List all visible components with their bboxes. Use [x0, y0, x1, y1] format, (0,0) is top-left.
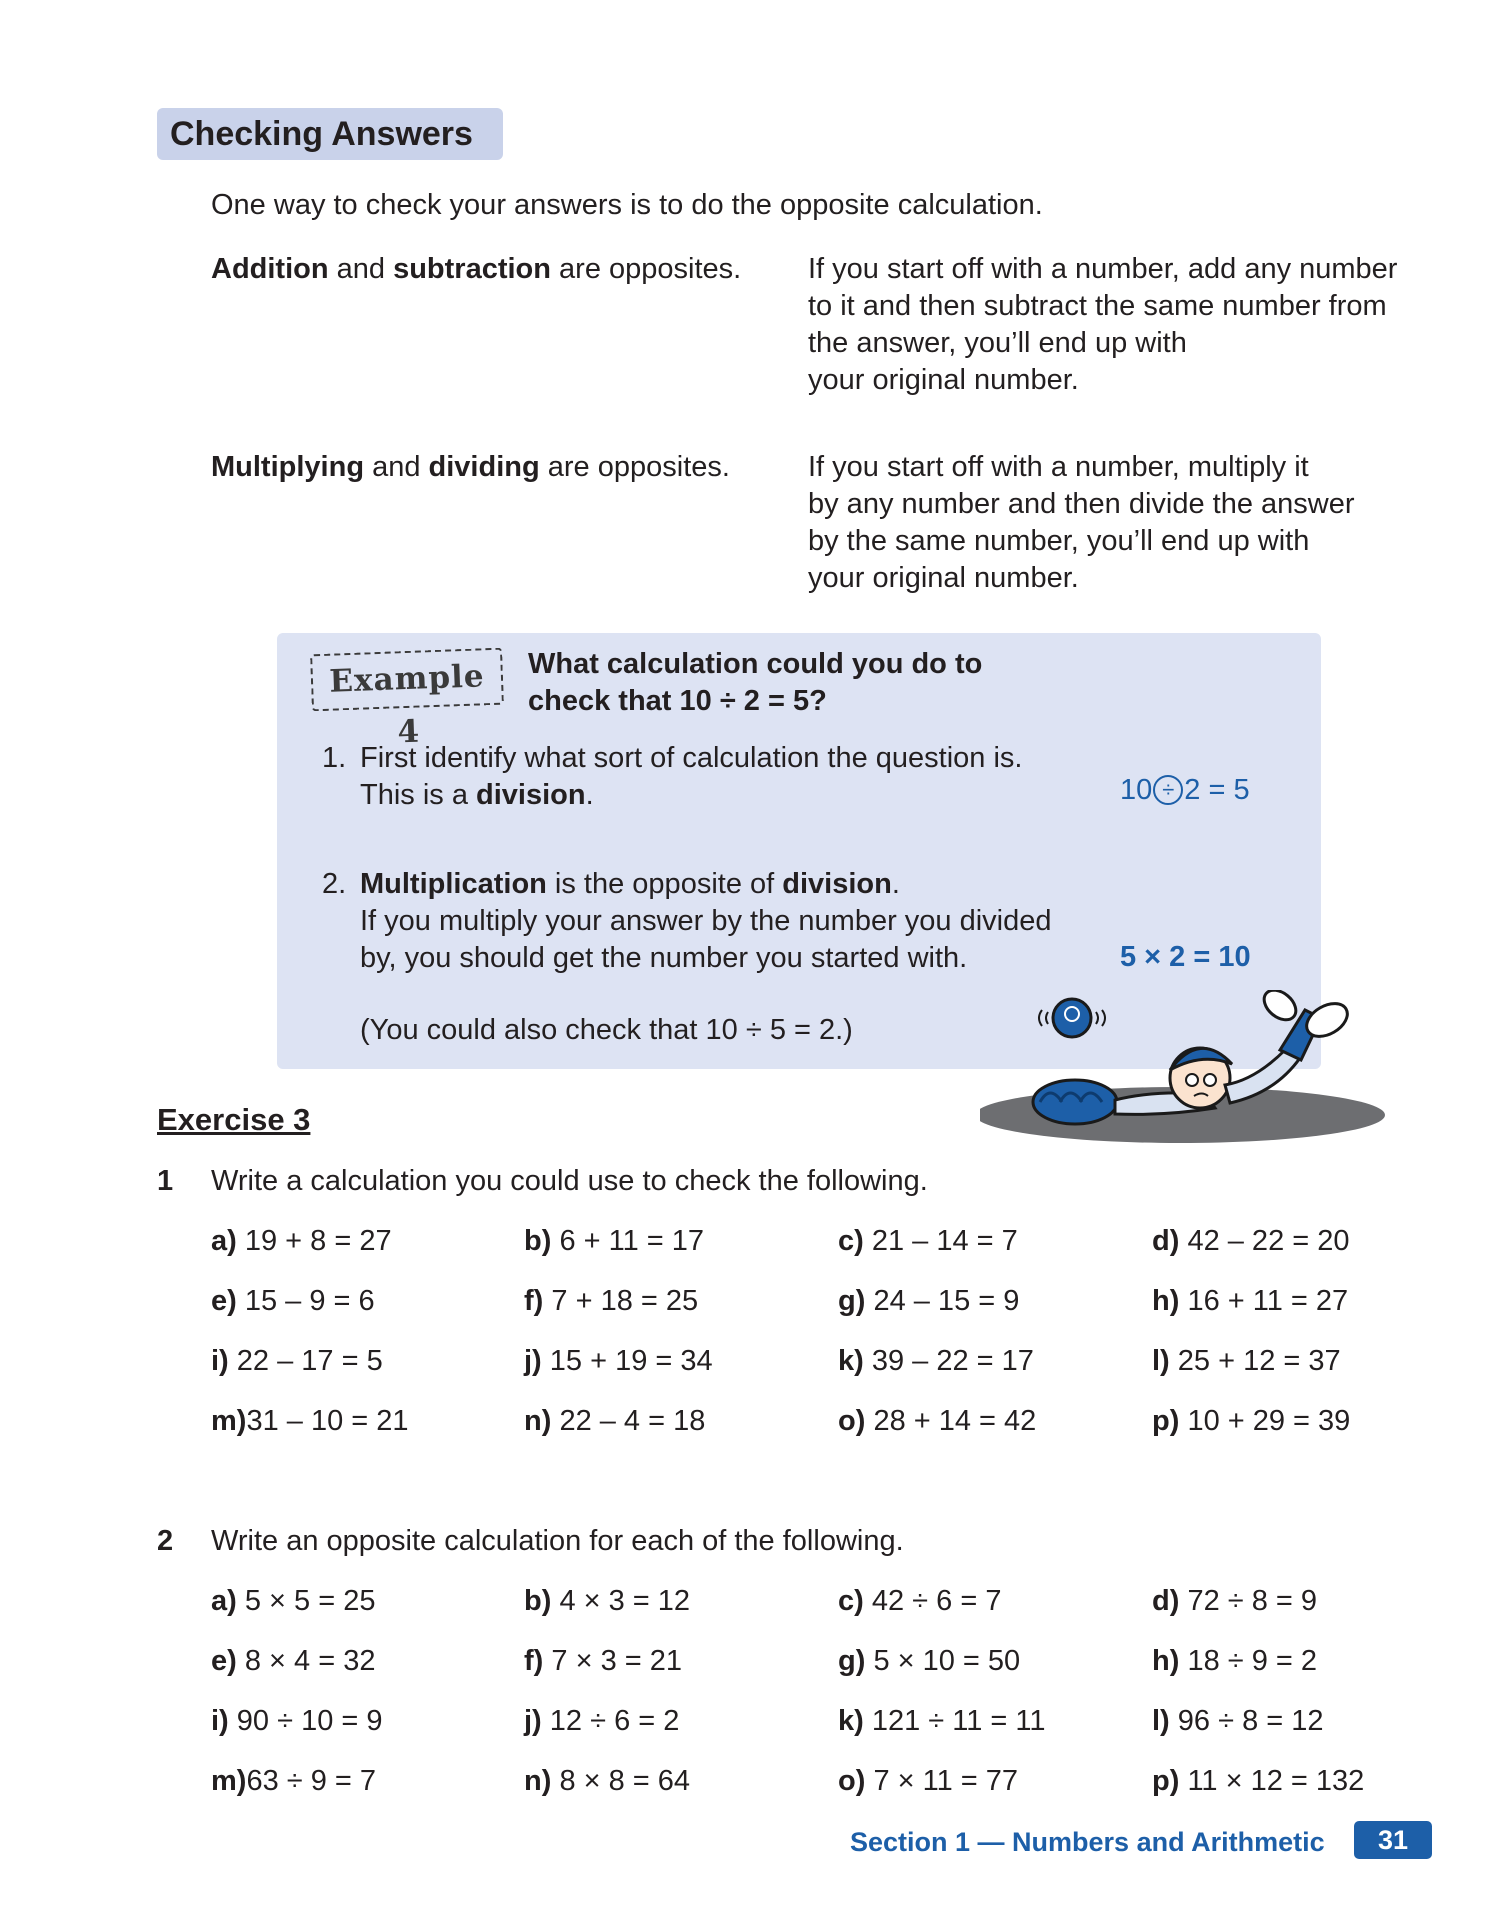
item-expression: 42 – 22 = 20: [1187, 1225, 1350, 1257]
item-expression: 31 – 10 = 21: [246, 1405, 409, 1437]
explanation-line: to it and then subtract the same number from: [808, 290, 1387, 322]
step-1-line: [360, 777, 1022, 814]
q2-item-i: [211, 1703, 383, 1740]
q2-item-n: [524, 1763, 690, 1800]
q2-item-o: [838, 1763, 1018, 1800]
q2-item-d: [1152, 1583, 1317, 1620]
item-label: e): [211, 1645, 237, 1677]
are-opposites-text: are opposites.: [550, 253, 742, 285]
division-word: division: [782, 868, 892, 900]
q1-item-l: [1152, 1343, 1341, 1380]
example-stamp: Example 4: [310, 648, 504, 712]
q1-item-j: [524, 1343, 713, 1380]
item-label: b): [524, 1585, 552, 1617]
addition-word: Addition: [211, 253, 329, 285]
item-label: h): [1152, 1645, 1180, 1677]
q2-item-e: [211, 1643, 375, 1680]
item-expression: 7 + 18 = 25: [551, 1285, 699, 1317]
example-question: [528, 646, 982, 720]
item-expression: 22 – 4 = 18: [559, 1405, 706, 1437]
step-2-mid: is the opposite of: [546, 868, 783, 900]
q2-item-f: [524, 1643, 682, 1680]
opposites-addition-label: [211, 251, 741, 288]
item-label: g): [838, 1645, 866, 1677]
q2-item-g: [838, 1643, 1020, 1680]
item-expression: 25 + 12 = 37: [1177, 1345, 1341, 1377]
question-2-number: 2: [157, 1525, 174, 1557]
item-label: l): [1152, 1345, 1170, 1377]
item-label: m): [211, 1765, 247, 1797]
item-label: a): [211, 1585, 237, 1617]
q1-item-n: [524, 1403, 705, 1440]
item-label: i): [211, 1345, 229, 1377]
item-expression: 16 + 11 = 27: [1187, 1285, 1349, 1317]
q2-item-l: [1152, 1703, 1324, 1740]
page-number-badge: 31: [1354, 1821, 1432, 1859]
q1-item-e: [211, 1283, 375, 1320]
item-expression: 15 + 19 = 34: [549, 1345, 713, 1377]
explanation-line: your original number.: [808, 364, 1079, 396]
question-1-number: 1: [157, 1165, 174, 1197]
step-2-end: .: [891, 868, 900, 900]
item-label: n): [524, 1405, 552, 1437]
step-1-side-calculation: [1120, 772, 1250, 809]
q1-item-m: [211, 1403, 409, 1440]
item-expression: 7 × 3 = 21: [551, 1645, 683, 1677]
q1-item-b: [524, 1223, 704, 1260]
example-note: (You could also check that 10 ÷ 5 = 2.): [360, 1014, 853, 1046]
item-expression: 90 ÷ 10 = 9: [236, 1705, 383, 1737]
q1-item-h: [1152, 1283, 1348, 1320]
example-question-line: check that 10 ÷ 2 = 5?: [528, 685, 827, 717]
step-2-line: by, you should get the number you started with.: [360, 942, 968, 974]
item-expression: 4 × 3 = 12: [559, 1585, 691, 1617]
item-label: j): [524, 1705, 542, 1737]
step-1-text: [360, 740, 1022, 814]
example-question-line: What calculation could you do to: [528, 648, 983, 680]
explanation-line: If you start off with a number, add any number: [808, 253, 1398, 285]
item-expression: 8 × 8 = 64: [559, 1765, 691, 1797]
q1-item-i: [211, 1343, 383, 1380]
cartoon-illustration: [980, 990, 1400, 1160]
item-expression: 96 ÷ 8 = 12: [1177, 1705, 1324, 1737]
item-label: m): [211, 1405, 247, 1437]
item-label: o): [838, 1405, 866, 1437]
item-expression: 22 – 17 = 5: [236, 1345, 383, 1377]
item-expression: 5 × 10 = 50: [873, 1645, 1021, 1677]
q1-item-f: [524, 1283, 698, 1320]
q2-item-h: [1152, 1643, 1317, 1680]
q1-item-k: [838, 1343, 1034, 1380]
item-label: g): [838, 1285, 866, 1317]
item-expression: 121 ÷ 11 = 11: [871, 1705, 1046, 1737]
item-expression: 7 × 11 = 77: [873, 1765, 1019, 1797]
item-label: c): [838, 1585, 864, 1617]
item-label: d): [1152, 1585, 1180, 1617]
item-expression: 39 – 22 = 17: [871, 1345, 1034, 1377]
division-word: division: [476, 779, 586, 811]
q1-item-g: [838, 1283, 1019, 1320]
q2-item-c: [838, 1583, 1001, 1620]
item-label: j): [524, 1345, 542, 1377]
q1-item-p: [1152, 1403, 1350, 1440]
exercise-title: Exercise 3: [157, 1102, 311, 1137]
q2-item-p: [1152, 1763, 1364, 1800]
item-label: p): [1152, 1405, 1180, 1437]
side-calc-left: 10: [1120, 774, 1153, 806]
step-2-text: [360, 866, 1052, 977]
intro-text: One way to check your answers is to do the opposite calculation.: [211, 189, 1043, 221]
explanation-line: by any number and then divide the answer: [808, 488, 1355, 520]
explanation-line: the answer, you’ll end up with: [808, 327, 1187, 359]
step-1-post: .: [585, 779, 594, 811]
explanation-line: by the same number, you’ll end up with: [808, 525, 1310, 557]
item-label: e): [211, 1285, 237, 1317]
item-label: p): [1152, 1765, 1180, 1797]
item-label: d): [1152, 1225, 1180, 1257]
bowling-pin-icon: [1033, 1080, 1117, 1124]
item-expression: 19 + 8 = 27: [244, 1225, 392, 1257]
q1-item-a: [211, 1223, 392, 1260]
dividing-word: dividing: [428, 451, 540, 483]
step-2-number: 2.: [322, 868, 347, 900]
q1-item-o: [838, 1403, 1036, 1440]
ball-icon: [1039, 999, 1105, 1037]
item-expression: 15 – 9 = 6: [244, 1285, 375, 1317]
q2-item-b: [524, 1583, 690, 1620]
q2-item-k: [838, 1703, 1046, 1740]
item-label: i): [211, 1705, 229, 1737]
item-expression: 28 + 14 = 42: [873, 1405, 1037, 1437]
explanation-line: your original number.: [808, 562, 1079, 594]
step-1-number: 1.: [322, 742, 347, 774]
addition-explanation: [808, 251, 1397, 399]
q2-item-m: [211, 1763, 376, 1800]
question-1-text: Write a calculation you could use to check the following.: [211, 1165, 928, 1197]
item-expression: 63 ÷ 9 = 7: [246, 1765, 377, 1797]
circled-divide-icon: ÷: [1153, 775, 1183, 805]
q1-item-c: [838, 1223, 1018, 1260]
item-label: h): [1152, 1285, 1180, 1317]
q2-item-j: [524, 1703, 679, 1740]
item-label: n): [524, 1765, 552, 1797]
item-label: k): [838, 1705, 864, 1737]
item-expression: 12 ÷ 6 = 2: [549, 1705, 680, 1737]
step-1-line: First identify what sort of calculation the question is.: [360, 742, 1023, 774]
item-expression: 72 ÷ 8 = 9: [1187, 1585, 1318, 1617]
item-expression: 11 × 12 = 132: [1187, 1765, 1365, 1797]
multiplying-explanation: [808, 449, 1355, 597]
item-label: b): [524, 1225, 552, 1257]
q2-item-a: [211, 1583, 375, 1620]
item-label: f): [524, 1645, 544, 1677]
item-expression: 42 ÷ 6 = 7: [871, 1585, 1002, 1617]
item-expression: 24 – 15 = 9: [873, 1285, 1020, 1317]
item-expression: 5 × 5 = 25: [244, 1585, 376, 1617]
are-opposites-text: are opposites.: [539, 451, 730, 483]
question-2-text: Write an opposite calculation for each of the following.: [211, 1525, 904, 1557]
multiplying-word: Multiplying: [211, 451, 365, 483]
item-label: k): [838, 1345, 864, 1377]
opposites-multiplying-label: [211, 449, 730, 486]
item-label: f): [524, 1285, 544, 1317]
item-expression: 18 ÷ 9 = 2: [1187, 1645, 1318, 1677]
item-expression: 6 + 11 = 17: [559, 1225, 705, 1257]
step-1-pre: This is a: [360, 779, 477, 811]
explanation-line: If you start off with a number, multiply it: [808, 451, 1309, 483]
step-2-line: If you multiply your answer by the number you divided: [360, 905, 1052, 937]
footer-section-title: Section 1 — Numbers and Arithmetic: [850, 1827, 1325, 1857]
step-2-line: [360, 866, 1052, 903]
item-label: l): [1152, 1705, 1170, 1737]
item-label: a): [211, 1225, 237, 1257]
subtraction-word: subtraction: [393, 253, 551, 285]
item-label: o): [838, 1765, 866, 1797]
item-label: c): [838, 1225, 864, 1257]
item-expression: 8 × 4 = 32: [244, 1645, 376, 1677]
and-word: and: [328, 253, 394, 285]
q1-item-d: [1152, 1223, 1350, 1260]
item-expression: 10 + 29 = 39: [1187, 1405, 1351, 1437]
step-2-side-calculation: 5 × 2 = 10: [1120, 941, 1251, 973]
item-expression: 21 – 14 = 7: [871, 1225, 1018, 1257]
side-calc-right: 2 = 5: [1184, 774, 1250, 806]
section-heading: Checking Answers: [170, 115, 473, 153]
multiplication-word: Multiplication: [360, 868, 547, 900]
and-word: and: [364, 451, 429, 483]
